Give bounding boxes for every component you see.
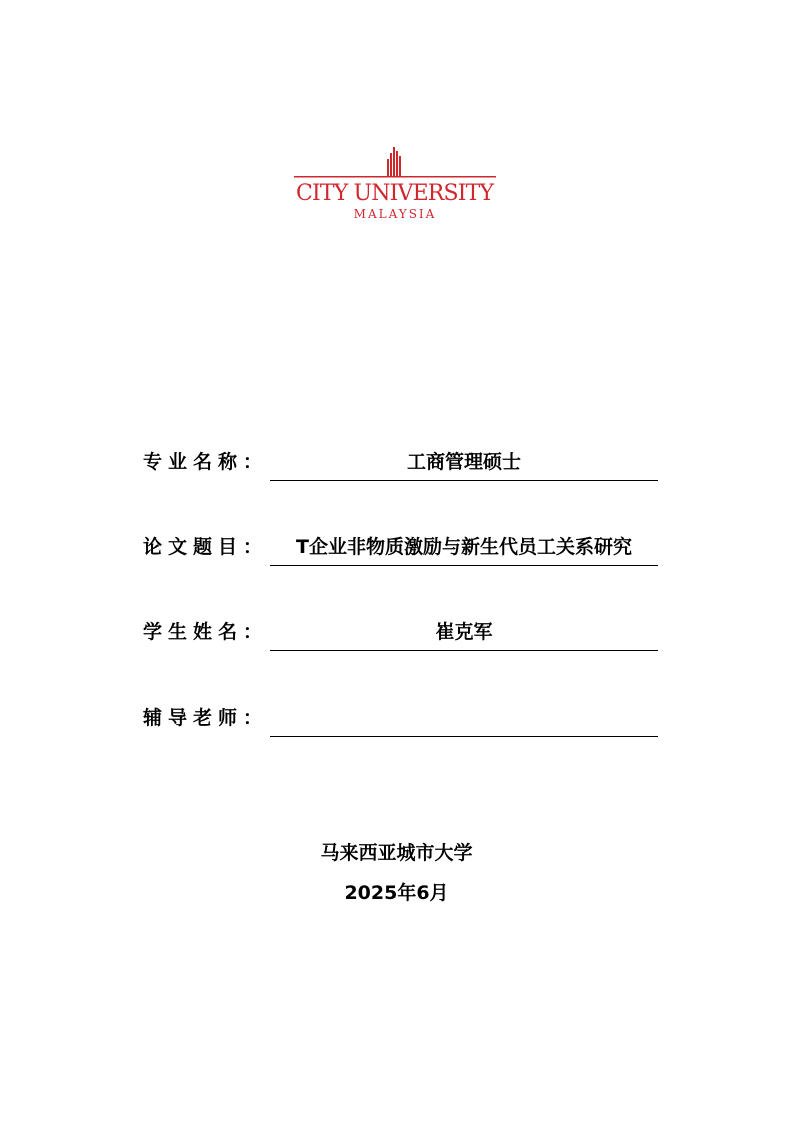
logo-sub: MALAYSIA [353,207,437,221]
field-major [143,447,658,477]
field-thesis-title [143,532,658,562]
field-value: 工商管理硕士 [270,447,658,481]
field-value: T企业非物质激励与新生代员工关系研究 [270,532,658,566]
field-value: 崔克军 [270,617,658,651]
university-name: 马来西亚城市大学 [320,842,473,864]
field-value [270,703,658,737]
field-student-name [143,617,658,647]
field-label: 论文题目： [143,536,269,558]
logo-name: CITY UNIVERSITY [296,181,494,206]
field-advisor [143,703,658,733]
field-label: 学生姓名： [143,621,269,643]
date: 2025年6月 [344,882,449,904]
field-label: 辅导老师： [143,707,269,729]
university-logo [292,143,498,223]
field-label: 专业名称： [143,451,269,473]
